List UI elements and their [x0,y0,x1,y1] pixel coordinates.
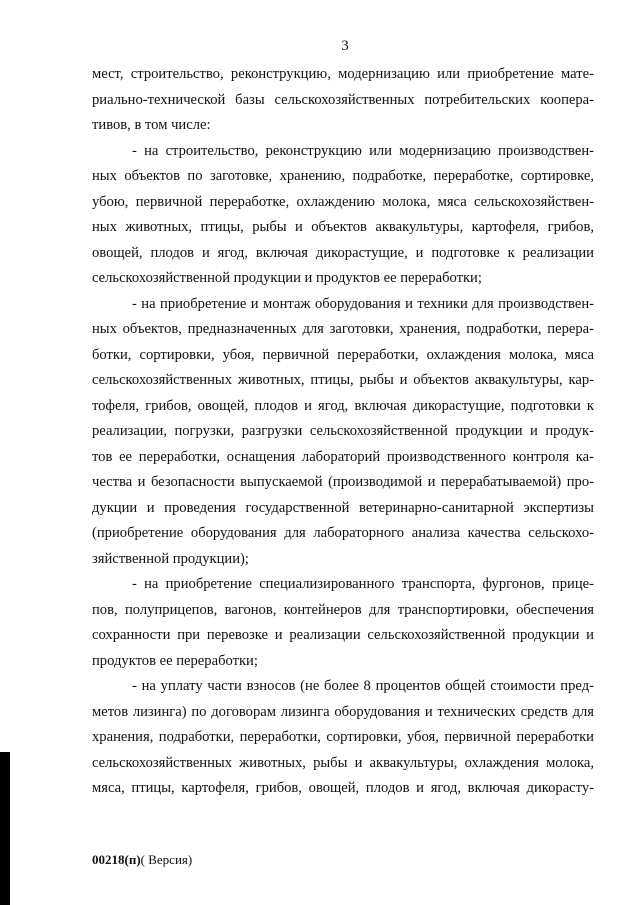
paragraph [92,62,594,139]
text-line: дукции и проведения государственной ветеринарно-санитарной экспертизы [92,499,594,516]
text-line: ботки, сортировки, убоя, первичной переработки, охлаждения молока, мяса [92,346,594,363]
document-footer [92,852,192,868]
paragraph [92,572,594,674]
text-line: тов ее переработки, оснащения лабораторий производственного контроля ка- [92,448,594,465]
text-line: мест, строительство, реконструкцию, модернизацию или приобретение мате- [92,66,594,82]
text-line: тивов, в том числе: [92,117,211,133]
paragraph [92,292,594,573]
text-line: тофеля, грибов, овощей, плодов и ягод, включая дикорастущие, подготовки к [92,397,594,414]
text-line: сельскохозяйственных животных, рыбы и аквакультуры, охлаждения молока, [92,754,594,771]
text-line: метов лизинга) по договорам лизинга оборудования и технических средств для [92,703,594,720]
text-line: - на строительство, реконструкцию или модернизацию производствен- [132,142,594,159]
text-line: сельскохозяйственных животных, птицы, рыбы и объектов аквакультуры, кар- [92,372,594,388]
text-line: чества и безопасности выпускаемой (производимой и перерабатываемой) про- [92,474,594,490]
text-line: - на уплату части взносов (не более 8 процентов общей стоимости пред- [132,678,594,694]
text-line: сельскохозяйственной продукции и продуктов ее переработки; [92,270,482,286]
text-line: - на приобретение и монтаж оборудования и техники для производствен- [132,295,594,312]
document-version: ( Версия) [140,852,193,867]
text-line: ных объектов, предназначенных для заготовки, хранения, подработки, перера- [92,321,594,337]
text-line: зяйственной продукции); [92,550,249,567]
text-line: ных животных, птицы, рыбы и объектов аквакультуры, картофеля, грибов, [92,219,594,235]
text-line: пов, полуприцепов, вагонов, контейнеров для транспортировки, обеспечения [92,601,594,618]
document-code: 00218(п) [92,852,141,867]
text-line: сохранности при перевозке и реализации сельскохозяйственной продукции и [92,627,594,643]
text-line: реализации, погрузки, разгрузки сельскохозяйственной продукции и продук- [92,423,594,439]
text-line: хранения, подработки, переработки, сортировки, убоя, первичной переработки [92,729,594,745]
text-line: - на приобретение специализированного транспорта, фургонов, прице- [132,576,594,592]
paragraph [92,674,594,802]
text-line: убою, первичной переработке, охлаждению молока, мяса сельскохозяйствен- [92,193,594,210]
page-number: 3 [341,38,349,54]
text-line: продуктов ее переработки; [92,652,258,669]
text-line: овощей, плодов и ягод, включая дикорастущие, и подготовке к реализации [92,244,594,261]
text-line: (приобретение оборудования для лабораторного анализа качества сельскохо- [92,525,594,541]
text-line: мяса, птицы, картофеля, грибов, овощей, плодов и ягод, включая дикорасту- [92,780,594,796]
text-line: ных объектов по заготовке, хранению, подработке, переработке, сортировке, [92,168,594,184]
text-line: риально-технической базы сельскохозяйственных потребительских коопера- [92,91,594,108]
paragraph [92,139,594,292]
document-body [92,62,594,802]
scan-edge-mark [0,752,10,905]
